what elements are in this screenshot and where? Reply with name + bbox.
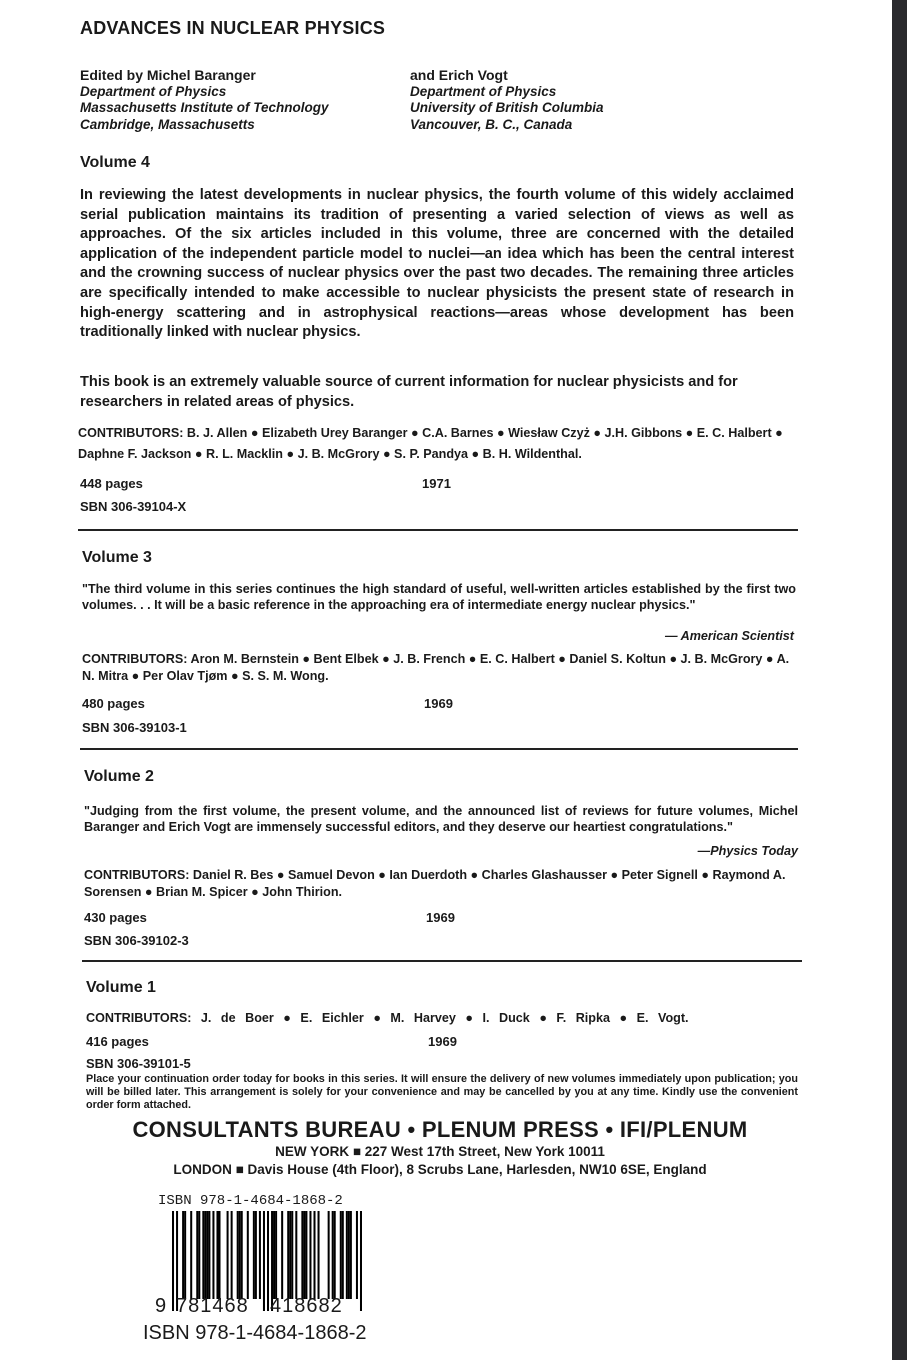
barcode-bar: [218, 1211, 220, 1299]
volume-4-contributors: [78, 423, 798, 465]
barcode-bar: [227, 1211, 229, 1299]
barcode-bar: [281, 1211, 283, 1299]
barcode-bar: [305, 1211, 307, 1299]
editor-left-name: Edited by Michel Baranger: [80, 67, 256, 83]
barcode-bar: [182, 1211, 184, 1299]
barcode-bar: [241, 1211, 243, 1299]
barcode-bar: [356, 1211, 358, 1299]
page-title: ADVANCES IN NUCLEAR PHYSICS: [80, 18, 386, 38]
editor-right: [410, 67, 710, 133]
editor-left: [80, 67, 390, 133]
volume-2-attribution: —Physics Today: [697, 844, 798, 858]
barcode-bar: [342, 1211, 344, 1299]
volume-3-attribution: — American Scientist: [664, 629, 794, 643]
editor-right-city: Vancouver, B. C., Canada: [410, 116, 573, 132]
barcode-bar: [360, 1211, 362, 1311]
volume-1-sbn: SBN 306-39101-5: [86, 1056, 191, 1071]
volume-3-contributors: [82, 651, 798, 685]
publisher-name: CONSULTANTS BUREAU • PLENUM PRESS • IFI/PLENUM: [132, 1117, 748, 1142]
barcode-bar: [273, 1211, 275, 1299]
contributors-list: Aron M. Bernstein ● Bent Elbek ● J. B. French ● E. C. Halbert ● Daniel S. Koltun ● J. B. McGrory ● A. N. Mitra ● Per Olav Tjøm ● S. S. M. Wong.: [82, 652, 790, 683]
volume-3-heading: Volume 3: [82, 549, 152, 566]
barcode-bar: [328, 1211, 330, 1299]
volume-4-sbn: SBN 306-39104-X: [80, 499, 187, 514]
editor-left-inst: Massachusetts Institute of Technology: [80, 100, 329, 115]
volume-1-contributors: [86, 1008, 802, 1029]
barcode-bar: [239, 1211, 241, 1299]
barcode-bar: [346, 1211, 348, 1299]
volume-1-heading: Volume 1: [86, 979, 156, 996]
editor-left-dept: Department of Physics: [80, 83, 227, 99]
publisher-ny-address: NEW YORK ■ 227 West 17th Street, New York 10011: [275, 1144, 605, 1159]
barcode-bar: [212, 1211, 214, 1299]
barcode-bar: [350, 1211, 352, 1299]
barcode-bar: [216, 1211, 218, 1299]
editor-right-inst: University of British Columbia: [410, 100, 604, 115]
barcode-bar: [208, 1211, 210, 1299]
barcode-bar: [332, 1211, 334, 1299]
contributors-list: Daniel R. Bes ● Samuel Devon ● Ian Duerdoth ● Charles Glashausser ● Peter Signell ● Raymond A. Sorensen ● Brian M. Spicer ● John Thirion.: [84, 868, 786, 899]
barcode-bar: [263, 1211, 265, 1311]
volume-3-pages: 480 pages: [82, 696, 145, 711]
volume-4-heading: Volume 4: [80, 154, 150, 171]
volume-1-pages: 416 pages: [86, 1034, 149, 1049]
volume-2-year: 1969: [426, 910, 455, 925]
volume-2-heading: Volume 2: [84, 768, 154, 785]
barcode-bar: [267, 1211, 269, 1311]
barcode-bar: [318, 1211, 320, 1299]
volume-4-pages: 448 pages: [80, 476, 143, 491]
barcode-bar: [190, 1211, 192, 1299]
volume-4-summary: This book is an extremely valuable source of current information for nuclear physicists and for researchers in related areas of physics.: [80, 374, 738, 410]
barcode-bar: [287, 1211, 289, 1299]
volume-3-quote: "The third volume in this series continues the high standard of useful, well-written articles established by the first two volumes. . . It will be a basic reference in the approaching era of intermediate energy nuclear physics.": [82, 582, 796, 612]
barcode-bar: [348, 1211, 350, 1299]
barcode-bar: [340, 1211, 342, 1299]
barcode-bar: [202, 1211, 204, 1299]
barcode-bar: [196, 1211, 198, 1299]
barcode-bar: [204, 1211, 206, 1299]
barcode-bar: [247, 1211, 249, 1299]
barcode-bar: [237, 1211, 239, 1299]
contributors-label: CONTRIBUTORS:: [84, 868, 190, 882]
divider: [78, 529, 798, 531]
volume-4-description: In reviewing the latest developments in nuclear physics, the fourth volume of this widely acclaimed serial publication maintains its tradition of presenting a varied selection of views as well as approaches. Of the six articles included in this volume, three are concerned with the detailed application of the independent particle model to nuclei—an idea which has been the central interest and the crowning success of nuclear physics over the past two decades. The remaining three articles are specifically intended to make accessible to nuclear physicists the present state of research in high-energy scattering and in astrophysical reactions—areas whose development has been traditionally linked with nuclear physics.: [80, 187, 794, 341]
barcode-digits-right: 418682: [270, 1295, 343, 1317]
barcode-bar: [313, 1211, 315, 1299]
barcode-bar: [303, 1211, 305, 1299]
barcode-bar: [301, 1211, 303, 1299]
barcode-bar: [334, 1211, 336, 1299]
contributors-label: CONTRIBUTORS:: [82, 652, 188, 666]
editor-right-dept: Department of Physics: [410, 83, 557, 99]
barcode-bar: [309, 1211, 311, 1299]
barcode-bar: [184, 1211, 186, 1299]
spine-edge: [892, 0, 907, 1360]
publisher-london-address: LONDON ■ Davis House (4th Floor), 8 Scrubs Lane, Harlesden, NW10 6SE, England: [173, 1162, 707, 1177]
volume-2-sbn: SBN 306-39102-3: [84, 933, 189, 948]
isbn-bottom: ISBN 978-1-4684-1868-2: [143, 1322, 367, 1344]
volume-1-year: 1969: [428, 1034, 457, 1049]
editor-left-city: Cambridge, Massachusetts: [80, 116, 255, 132]
barcode-bar: [275, 1211, 277, 1299]
barcode-bar: [291, 1211, 293, 1299]
contributors-label: CONTRIBUTORS:: [86, 1011, 192, 1025]
barcode-bar: [253, 1211, 255, 1299]
barcode-digits-left: 781468: [176, 1295, 249, 1317]
contributors-list: J. de Boer ● E. Eichler ● M. Harvey ● I. Duck ● F. Ripka ● E. Vogt.: [200, 1011, 689, 1025]
contributors-label: CONTRIBUTORS:: [78, 426, 184, 440]
volume-4-year: 1971: [422, 476, 451, 491]
divider: [82, 960, 802, 962]
barcode-bar: [206, 1211, 208, 1299]
volume-3-sbn: SBN 306-39103-1: [82, 720, 187, 735]
barcode-digit-first: 9: [155, 1295, 168, 1317]
barcode-bar: [289, 1211, 291, 1299]
divider: [80, 748, 798, 750]
volume-3-year: 1969: [424, 696, 453, 711]
editor-right-name: and Erich Vogt: [410, 67, 508, 83]
barcode-bar: [172, 1211, 174, 1311]
barcode-bar: [255, 1211, 257, 1299]
order-note: Place your continuation order today for books in this series. It will ensure the delivery of new volumes immediately upon publication; you will be billed later. This arrangement is solely for your convenience and may be cancelled by you at any time. Kindly use the convenient order form attached.: [86, 1073, 798, 1111]
barcode-bar: [198, 1211, 200, 1299]
barcode-bar: [295, 1211, 297, 1299]
volume-2-pages: 430 pages: [84, 910, 147, 925]
contributors-list: B. J. Allen ● Elizabeth Urey Baranger ● C.A. Barnes ● Wiesław Czyż ● J.H. Gibbons ● E. C. Halbert ● Daphne F. Jackson ● R. L. Macklin ● J. B. McGrory ● S. P. Pandya ● B. H. Wildenthal.: [78, 426, 783, 461]
barcode-bar: [231, 1211, 233, 1299]
isbn-top: ISBN 978-1-4684-1868-2: [158, 1193, 343, 1209]
volume-2-contributors: [84, 867, 798, 901]
barcode-bar: [259, 1211, 261, 1299]
volume-2-quote: "Judging from the first volume, the present volume, and the announced list of reviews for future volumes, Michel Baranger and Erich Vogt are immensely successful editors, and they deserve our heartiest congratulations.": [84, 804, 798, 834]
